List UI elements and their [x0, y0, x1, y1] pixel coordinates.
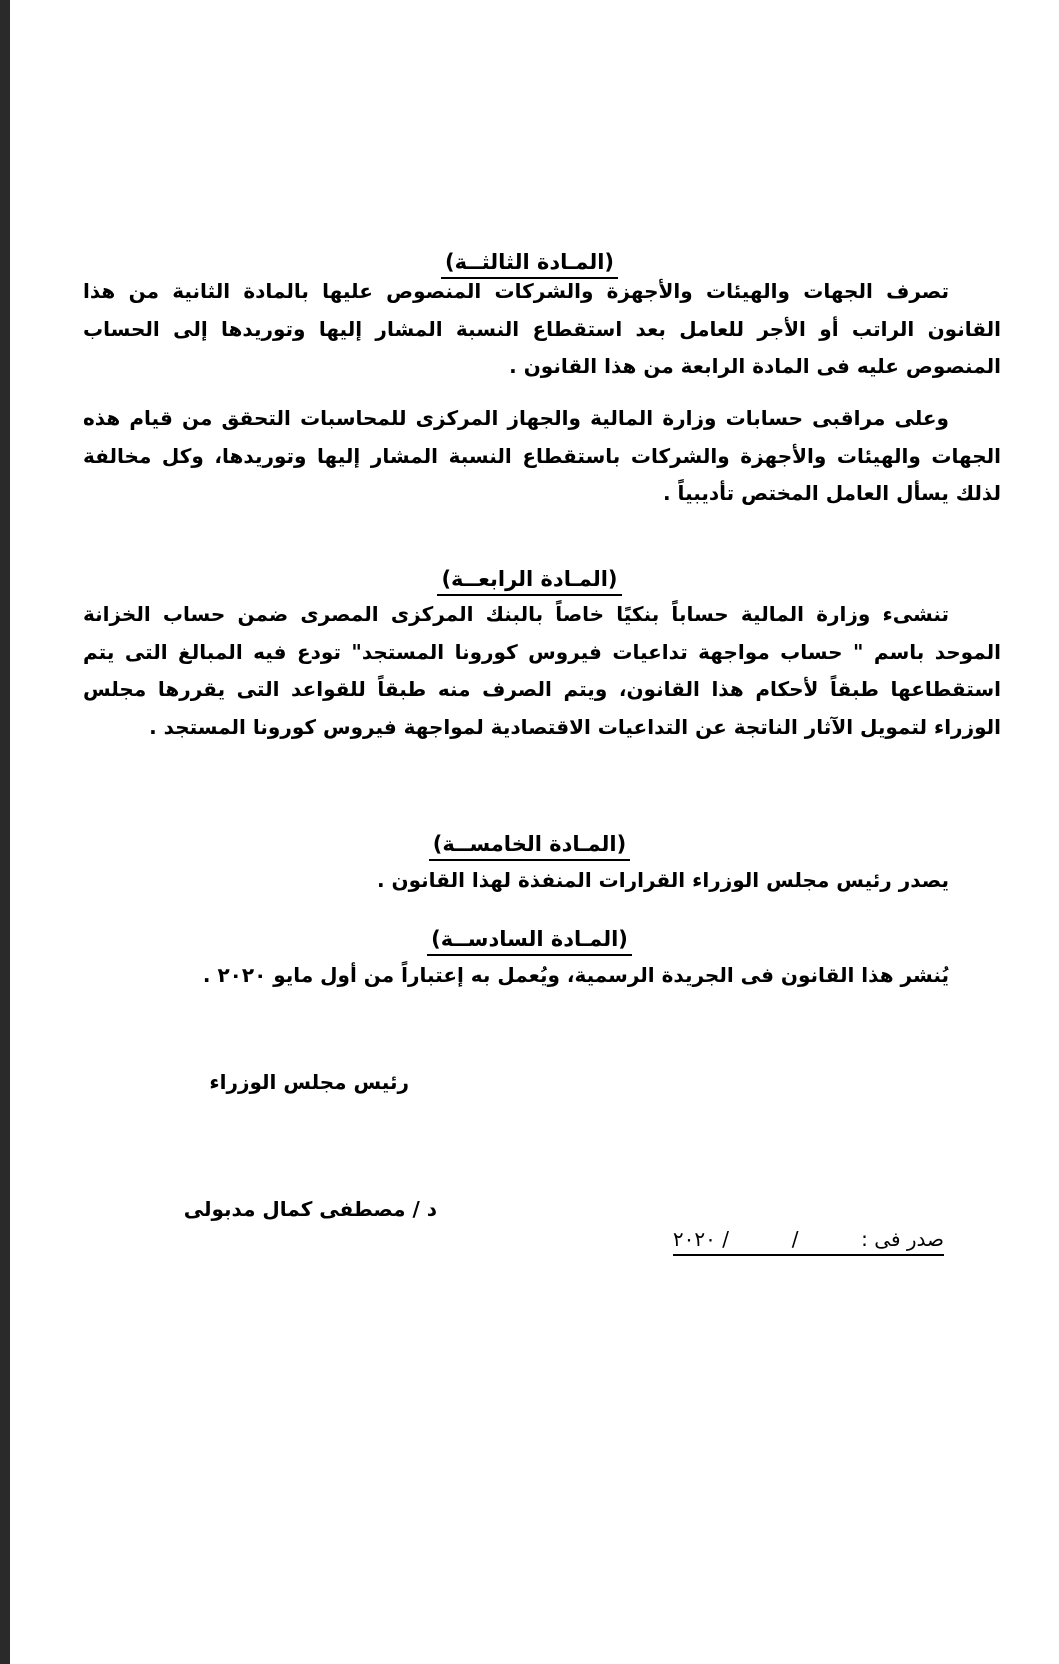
- article-6-heading: [0, 925, 1059, 956]
- issued-separator-1: /: [791, 1227, 799, 1251]
- article-6-heading-text: (المـادة السادســة): [427, 925, 632, 956]
- issued-separator-2: /: [722, 1227, 729, 1251]
- issued-date-line: [673, 1225, 944, 1256]
- article-4-heading-text: (المـادة الرابعــة): [437, 565, 621, 596]
- article-3-paragraph-2: وعلى مراقبى حسابات وزارة المالية والجهاز المركزى للمحاسبات التحقق من قيام هذه الجهات والهيئات والأجهزة والشركات باستقطاع النسبة المشار إليها وتوريدها، وكل مخالفة لذلك يسأل العامل المختص تأديبياً .: [83, 406, 1001, 505]
- issued-label: صدر فى :: [861, 1227, 944, 1251]
- article-6-paragraph-1: يُنشر هذا القانون فى الجريدة الرسمية، ويُعمل به إعتباراً من أول مايو ٢٠٢٠ .: [202, 963, 949, 987]
- signature-title: رئيس مجلس الوزراء: [209, 1070, 409, 1094]
- article-4-heading: [0, 565, 1059, 596]
- article-3-heading-text: (المـادة الثالثــة): [441, 248, 618, 279]
- article-5-paragraph-1: يصدر رئيس مجلس الوزراء القرارات المنفذة لهذا القانون .: [376, 868, 949, 892]
- issued-year: ٢٠٢٠: [672, 1227, 716, 1251]
- article-4-paragraph-1: تنشىء وزارة المالية حساباً بنكيًا خاصاً بالبنك المركزى المصرى ضمن حساب الخزانة الموحد باسم " حساب مواجهة تداعيات فيروس كورونا المستجد" تودع فيه المبالغ التى يتم استقطاعها طبقاً لأحكام هذا القانون، ويتم الصرف منه طبقاً للقواعد التى يقررها مجلس الوزراء لتمويل الآثار الناتجة عن التداعيات الاقتصادية لمواجهة فيروس كورونا المستجد .: [83, 602, 1001, 739]
- article-5-heading: [0, 830, 1059, 861]
- signature-name: د / مصطفى كمال مدبولى: [183, 1197, 437, 1221]
- article-3-paragraph-1: تصرف الجهات والهيئات والأجهزة والشركات المنصوص عليها بالمادة الثانية من هذا القانون الراتب أو الأجر للعامل بعد استقطاع النسبة المشار إليها وتوريدها إلى الحساب المنصوص عليه فى المادة الرابعة من هذا القانون .: [83, 279, 1001, 378]
- article-5-heading-text: (المـادة الخامســة): [429, 830, 630, 861]
